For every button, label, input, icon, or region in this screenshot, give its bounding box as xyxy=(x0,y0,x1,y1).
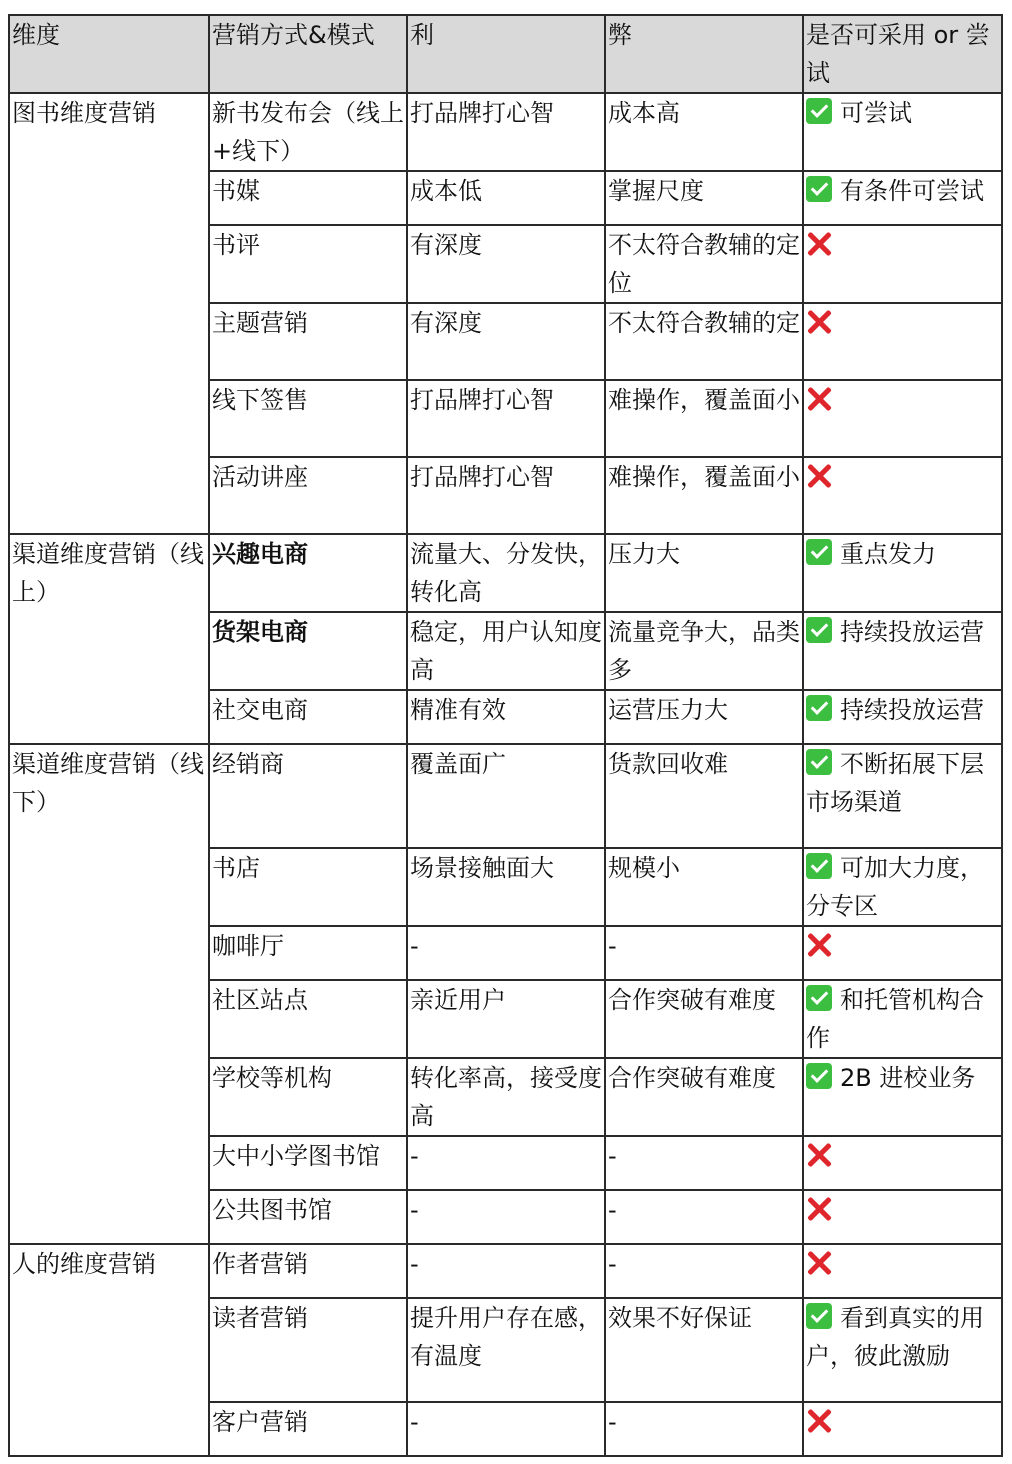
method-cell: 咖啡厅 xyxy=(209,926,407,980)
method-cell: 书评 xyxy=(209,225,407,303)
verdict-cell xyxy=(803,690,1002,744)
cons-cell: 规模小 xyxy=(605,848,803,926)
verdict-cell xyxy=(803,744,1002,848)
method-cell: 货架电商 xyxy=(209,612,407,690)
pros-cell: 有深度 xyxy=(407,225,605,303)
verdict-note: 持续投放运营 xyxy=(840,618,984,646)
verdict-note: 持续投放运营 xyxy=(840,696,984,724)
pros-cell: 成本低 xyxy=(407,171,605,225)
cons-cell: 流量竞争大，品类多 xyxy=(605,612,803,690)
header-pros: 利 xyxy=(407,15,605,93)
verdict-note: 重点发力 xyxy=(840,540,936,568)
method-cell: 书店 xyxy=(209,848,407,926)
pros-cell: 转化率高，接受度高 xyxy=(407,1058,605,1136)
verdict-note: 和托管机构合作 xyxy=(806,986,984,1052)
cons-cell: - xyxy=(605,1190,803,1244)
cross-mark-icon xyxy=(806,462,832,488)
method-cell: 公共图书馆 xyxy=(209,1190,407,1244)
cross-mark-icon xyxy=(806,385,832,411)
check-mark-icon xyxy=(806,749,832,775)
method-cell: 大中小学图书馆 xyxy=(209,1136,407,1190)
cons-cell: - xyxy=(605,926,803,980)
method-cell: 学校等机构 xyxy=(209,1058,407,1136)
pros-cell: 提升用户存在感，有温度 xyxy=(407,1298,605,1402)
method-cell: 主题营销 xyxy=(209,303,407,380)
cons-cell: 合作突破有难度 xyxy=(605,980,803,1058)
verdict-cell xyxy=(803,1058,1002,1136)
cons-cell: 压力大 xyxy=(605,534,803,612)
verdict-cell xyxy=(803,380,1002,457)
pros-cell: - xyxy=(407,1190,605,1244)
cross-mark-icon xyxy=(806,308,832,334)
pros-cell: 打品牌打心智 xyxy=(407,93,605,171)
check-mark-icon xyxy=(806,1303,832,1329)
verdict-cell xyxy=(803,1298,1002,1402)
pros-cell: - xyxy=(407,1136,605,1190)
verdict-cell xyxy=(803,926,1002,980)
verdict-cell xyxy=(803,457,1002,534)
cons-cell: 合作突破有难度 xyxy=(605,1058,803,1136)
table-row xyxy=(9,744,1002,848)
pros-cell: 精准有效 xyxy=(407,690,605,744)
dimension-cell: 图书维度营销 xyxy=(9,93,209,534)
cross-mark-icon xyxy=(806,1141,832,1167)
table-row xyxy=(9,534,1002,612)
header-row xyxy=(9,15,1002,93)
pros-cell: - xyxy=(407,926,605,980)
cons-cell: 不太符合教辅的定位 xyxy=(605,225,803,303)
verdict-cell xyxy=(803,1244,1002,1298)
cons-cell: 掌握尺度 xyxy=(605,171,803,225)
verdict-cell xyxy=(803,225,1002,303)
method-cell: 新书发布会（线上+线下） xyxy=(209,93,407,171)
verdict-cell xyxy=(803,1136,1002,1190)
cons-cell: 货款回收难 xyxy=(605,744,803,848)
check-mark-icon xyxy=(806,1063,832,1089)
cross-mark-icon xyxy=(806,1407,832,1433)
pros-cell: - xyxy=(407,1402,605,1456)
cons-cell: - xyxy=(605,1136,803,1190)
verdict-note: 不断拓展下层市场渠道 xyxy=(806,750,984,816)
header-method: 营销方式&模式 xyxy=(209,15,407,93)
pros-cell: - xyxy=(407,1244,605,1298)
header-adopt: 是否可采用 or 尝试 xyxy=(803,15,1002,93)
table-body xyxy=(9,93,1002,1456)
check-mark-icon xyxy=(806,539,832,565)
verdict-cell xyxy=(803,1190,1002,1244)
cons-cell: 成本高 xyxy=(605,93,803,171)
method-cell: 社区站点 xyxy=(209,980,407,1058)
cons-cell: 难操作，覆盖面小 xyxy=(605,457,803,534)
check-mark-icon xyxy=(806,695,832,721)
method-cell: 兴趣电商 xyxy=(209,534,407,612)
header-dimension: 维度 xyxy=(9,15,209,93)
cross-mark-icon xyxy=(806,931,832,957)
pros-cell: 稳定，用户认知度高 xyxy=(407,612,605,690)
verdict-cell xyxy=(803,93,1002,171)
cons-cell: 运营压力大 xyxy=(605,690,803,744)
pros-cell: 流量大、分发快，转化高 xyxy=(407,534,605,612)
pros-cell: 有深度 xyxy=(407,303,605,380)
verdict-cell xyxy=(803,1402,1002,1456)
cross-mark-icon xyxy=(806,1249,832,1275)
verdict-cell xyxy=(803,848,1002,926)
check-mark-icon xyxy=(806,617,832,643)
cons-cell: - xyxy=(605,1244,803,1298)
check-mark-icon xyxy=(806,853,832,879)
check-mark-icon xyxy=(806,98,832,124)
verdict-cell xyxy=(803,612,1002,690)
verdict-cell xyxy=(803,534,1002,612)
verdict-note: 看到真实的用户，彼此激励 xyxy=(806,1304,984,1370)
cross-mark-icon xyxy=(806,230,832,256)
verdict-cell xyxy=(803,171,1002,225)
pros-cell: 打品牌打心智 xyxy=(407,457,605,534)
verdict-note: 2B 进校业务 xyxy=(840,1064,976,1092)
table-row xyxy=(9,1244,1002,1298)
dimension-cell: 渠道维度营销（线上） xyxy=(9,534,209,744)
cross-mark-icon xyxy=(806,1195,832,1221)
pros-cell: 覆盖面广 xyxy=(407,744,605,848)
verdict-note: 有条件可尝试 xyxy=(840,177,984,205)
method-cell: 社交电商 xyxy=(209,690,407,744)
marketing-table xyxy=(8,14,1003,1457)
dimension-cell: 渠道维度营销（线下） xyxy=(9,744,209,1244)
verdict-cell xyxy=(803,980,1002,1058)
method-cell: 书媒 xyxy=(209,171,407,225)
cons-cell: 难操作，覆盖面小 xyxy=(605,380,803,457)
method-cell: 经销商 xyxy=(209,744,407,848)
method-cell: 活动讲座 xyxy=(209,457,407,534)
method-cell: 读者营销 xyxy=(209,1298,407,1402)
method-cell: 线下签售 xyxy=(209,380,407,457)
header-cons: 弊 xyxy=(605,15,803,93)
pros-cell: 亲近用户 xyxy=(407,980,605,1058)
cons-cell: 不太符合教辅的定 xyxy=(605,303,803,380)
cons-cell: 效果不好保证 xyxy=(605,1298,803,1402)
check-mark-icon xyxy=(806,176,832,202)
verdict-note: 可加大力度，分专区 xyxy=(806,854,984,920)
dimension-cell: 人的维度营销 xyxy=(9,1244,209,1456)
pros-cell: 场景接触面大 xyxy=(407,848,605,926)
cons-cell: - xyxy=(605,1402,803,1456)
verdict-cell xyxy=(803,303,1002,380)
check-mark-icon xyxy=(806,985,832,1011)
verdict-note: 可尝试 xyxy=(840,99,912,127)
method-cell: 客户营销 xyxy=(209,1402,407,1456)
table-row xyxy=(9,93,1002,171)
pros-cell: 打品牌打心智 xyxy=(407,380,605,457)
method-cell: 作者营销 xyxy=(209,1244,407,1298)
